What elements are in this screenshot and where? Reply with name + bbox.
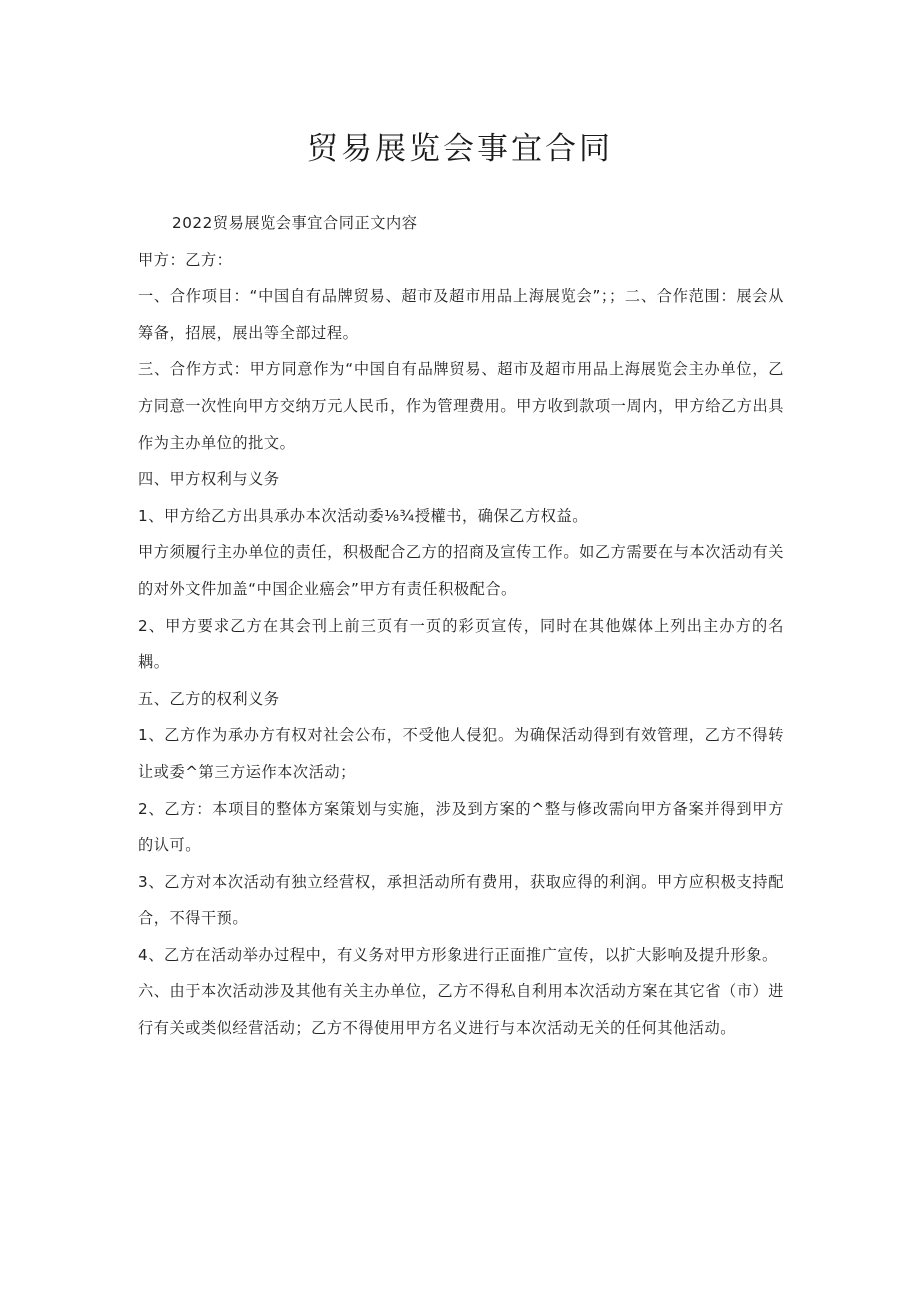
section-party-a-rights: 四、甲方权利与义务 (138, 470, 280, 489)
paragraph-cooperation-method: 三、合作方式：甲方同意作为“中国自有品牌贸易、超市及超市用品上海展览会主办单位，乙方同意一次性向甲方交纳万元人民币，作为管理费用。甲方收到款项一周内，甲方给乙方出具作为主办单位的批文。 (138, 360, 784, 452)
paragraph-party-b-item-2: 2、乙方：本项目的整体方案策划与实施，涉及到方案的^整与修改需向甲方备案并得到甲方的认可。 (138, 799, 784, 855)
paragraph-section-six: 六、由于本次活动涉及其他有关主办单位，乙方不得私自利用本次活动方案在其它省（市）进行有关或类似经营活动；乙方不得使用甲方名义进行与本次活动无关的任何其他活动。 (138, 982, 784, 1038)
paragraph-heading: 2022贸易展览会事宜合同正文内容 (172, 214, 418, 232)
paragraph-party-b-item-1: 1、乙方作为承办方有权对社会公布，不受他人侵犯。为确保活动得到有效管理，乙方不得转让或委^第三方运作本次活动； (138, 726, 784, 781)
section-party-b-rights: 五、乙方的权利义务 (138, 689, 280, 708)
document-title: 贸易展览会事宜合同 (307, 131, 613, 167)
paragraph-party-a-item-2: 2、甲方要求乙方在其会刊上前三页有一页的彩页宣传，同时在其他媒体上列出主办方的名耦。 (138, 616, 784, 672)
paragraph-party-b-item-3: 3、乙方对本次活动有独立经营权，承担活动所有费用，获取应得的利润。甲方应积极支持配合，不得干预。 (138, 872, 784, 928)
paragraph-party-a-duty: 甲方须履行主办单位的责任，积极配合乙方的招商及宣传工作。如乙方需要在与本次活动有关的对外文件加盖“中国企业癌会”甲方有责任积极配合。 (138, 543, 784, 598)
paragraph-parties: 甲方：乙方： (138, 250, 233, 269)
paragraph-cooperation-project: 一、合作项目：“中国自有品牌贸易、超市及超市用品上海展览会”；；二、合作范围：展会从筹备，招展，展出等全部过程。 (138, 287, 784, 342)
document-body (138, 205, 784, 1047)
paragraph-party-b-item-4: 4、乙方在活动举办过程中，有义务对甲方形象进行正面推广宣传，以扩大影响及提升形象。 (138, 945, 778, 964)
paragraph-party-a-item-1: 1、甲方给乙方出具承办本次活动委⅛¾授權书，确保乙方权益。 (138, 506, 588, 525)
